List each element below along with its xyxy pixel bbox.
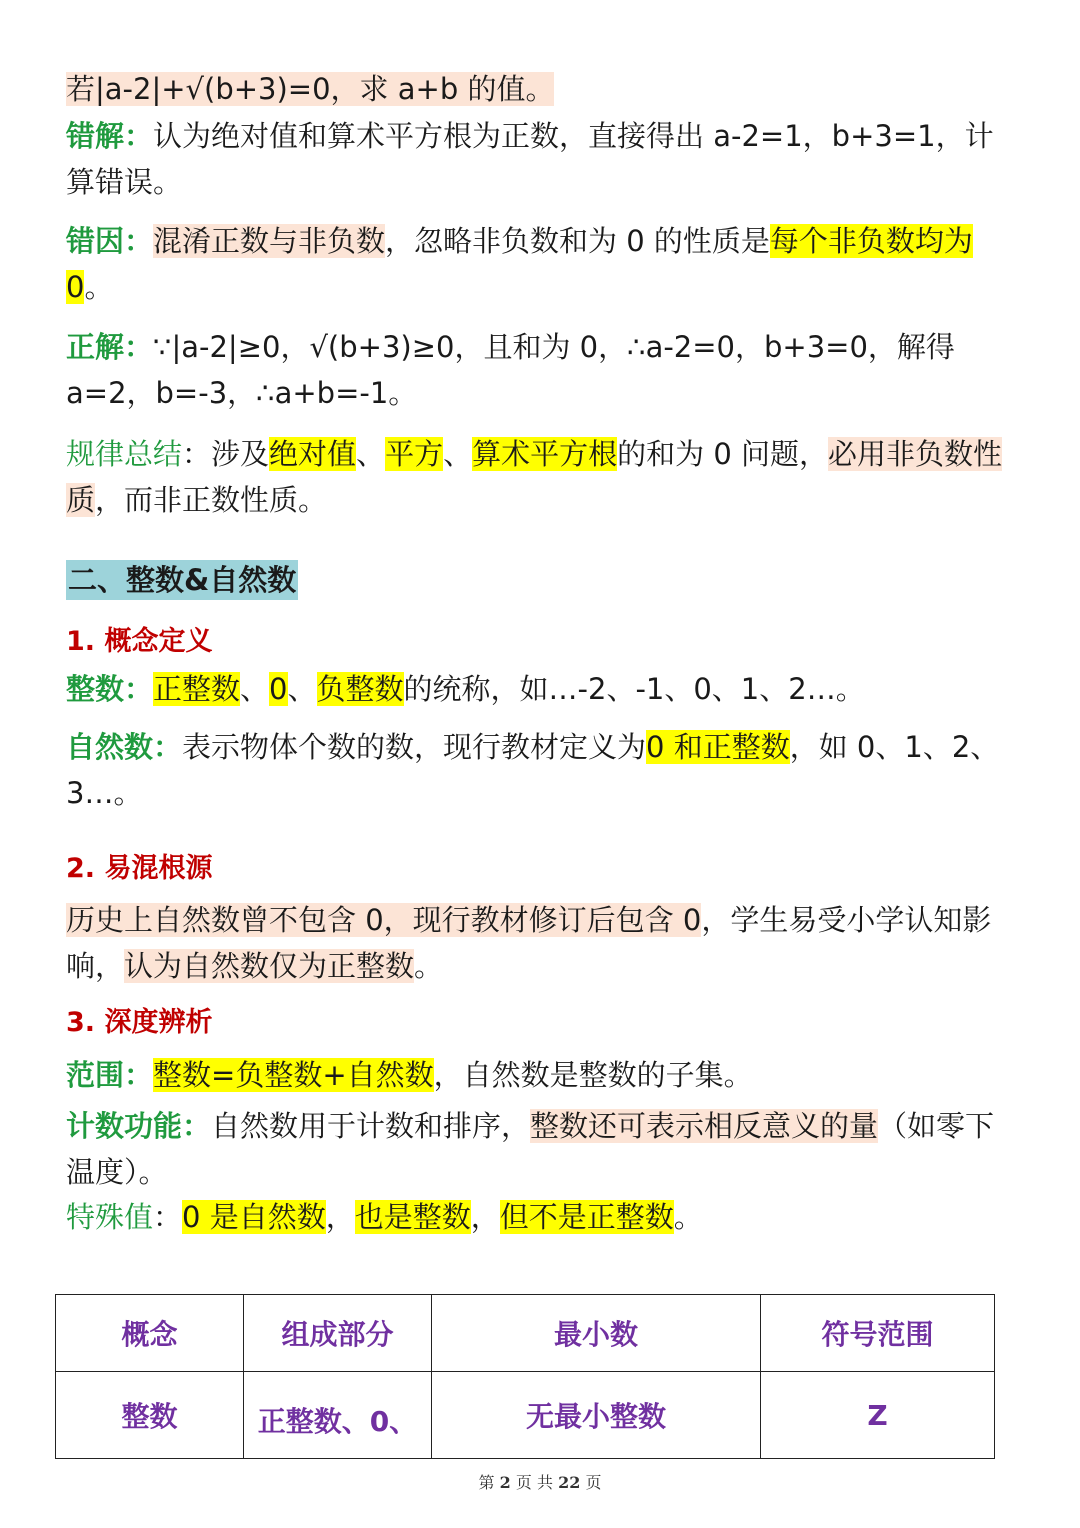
special-highlight-2: 也是整数 (354, 1200, 471, 1234)
integer-label: 整数： (66, 672, 154, 706)
cause-highlight-2: 每个非负数均为 0 (66, 224, 973, 304)
natural-highlight: 0 和正整数 (646, 730, 790, 764)
cause-highlight-1: 混淆正数与非负数 (153, 224, 386, 258)
cause-label: 错因： (66, 224, 154, 258)
range-paragraph (66, 1052, 1018, 1098)
special-highlight-3: 但不是正整数 (499, 1200, 674, 1234)
confusion-text-2: ，学生易受小学认知影响， (66, 903, 992, 983)
subheading-confusion: 2. 易混根源 (66, 853, 213, 884)
table-header-cell: 最小数 (432, 1295, 761, 1372)
table-header-cell: 组成部分 (244, 1295, 432, 1372)
wrong-solution-text: 认为绝对值和算术平方根为正数，直接得出 a-2=1，b+3=1，计算错误。 (66, 119, 994, 199)
special-sep-2: ， (470, 1200, 500, 1234)
integer-sep-2: 、 (287, 672, 317, 706)
count-label: 计数功能： (66, 1109, 212, 1143)
count-highlight: 整数还可表示相反意义的量 (530, 1109, 879, 1143)
rule-mid: 的和为 0 问题， (617, 437, 828, 471)
footer-mid: 页 共 (515, 1473, 553, 1492)
special-end: 。 (673, 1200, 703, 1234)
table-cell: Z (761, 1372, 995, 1459)
correct-label: 正解： (66, 330, 154, 364)
special-label: 特殊值 (66, 1200, 154, 1234)
range-rest: ，自然数是整数的子集。 (433, 1058, 753, 1092)
special-highlight-1: 0 是自然数 (182, 1200, 326, 1234)
footer-page-number: 2 (499, 1473, 511, 1492)
natural-definition (66, 724, 1018, 816)
range-label: 范围： (66, 1058, 154, 1092)
subheading-definition: 1. 概念定义 (66, 626, 213, 657)
footer-total-pages: 22 (558, 1473, 581, 1492)
table-cell: 正整数、0、 (244, 1372, 432, 1459)
section-title: 二、整数&自然数 (66, 560, 298, 600)
special-paragraph (66, 1194, 1018, 1240)
correct-solution (66, 324, 1018, 416)
footer-prefix: 第 (478, 1473, 495, 1492)
natural-text-1: 表示物体个数的数，现行教材定义为 (182, 730, 647, 764)
integer-highlight-3: 负整数 (316, 672, 404, 706)
table-row (56, 1372, 995, 1459)
problem-statement (66, 66, 1018, 112)
confusion-highlight-1: 历史上自然数曾不包含 0，现行教材修订后包含 0 (66, 903, 702, 937)
rule-end: ，而非正数性质。 (95, 483, 328, 517)
table-header-cell: 概念 (56, 1295, 244, 1372)
rule-sep-1: 、 (356, 437, 386, 471)
table-cell: 整数 (56, 1372, 244, 1459)
rule-label: 规律总结 (66, 437, 183, 471)
rule-colon: ：涉及 (182, 437, 270, 471)
rule-highlight-3: 算术平方根 (472, 437, 618, 471)
integer-highlight-1: 正整数 (153, 672, 241, 706)
cause-text-2: ，忽略非负数和为 0 的性质是 (385, 224, 770, 258)
integer-rest: 的统称，如…-2、-1、0、1、2…。 (403, 672, 865, 706)
count-text-2: （如零下温度）。 (66, 1109, 995, 1189)
rule-sep-2: 、 (443, 437, 473, 471)
confusion-highlight-2: 认为自然数仅为正整数 (124, 949, 415, 983)
integer-sep-1: 、 (240, 672, 270, 706)
integer-highlight-2: 0 (269, 672, 288, 706)
cause-text-4: 。 (84, 270, 114, 304)
error-cause (66, 218, 1018, 310)
footer-suffix: 页 (585, 1473, 602, 1492)
rule-highlight-4: 必用非负数性质 (66, 437, 1003, 517)
table-header-row (56, 1295, 995, 1372)
count-paragraph (66, 1103, 1018, 1195)
subheading-analysis: 3. 深度辨析 (66, 1007, 213, 1038)
wrong-solution (66, 113, 1018, 205)
count-text-1: 自然数用于计数和排序， (211, 1109, 531, 1143)
integer-definition (66, 666, 1018, 712)
wrong-solution-label: 错解： (66, 119, 154, 153)
natural-label: 自然数： (66, 730, 183, 764)
natural-text-2: ，如 0、1、2、3…。 (66, 730, 1000, 810)
special-colon: ： (153, 1200, 183, 1234)
special-sep-1: ， (325, 1200, 355, 1234)
confusion-text-4: 。 (414, 949, 444, 983)
rule-summary (66, 431, 1018, 523)
table-cell: 无最小整数 (432, 1372, 761, 1459)
problem-text: 若|a-2|+√(b+3)=0，求 a+b 的值。 (66, 72, 555, 106)
table-header-cell: 符号范围 (761, 1295, 995, 1372)
comparison-table (55, 1294, 995, 1459)
rule-highlight-1: 绝对值 (269, 437, 357, 471)
confusion-paragraph (66, 897, 1018, 989)
correct-text: ∵|a-2|≥0，√(b+3)≥0，且和为 0，∴a-2=0，b+3=0，解得 a=2，b=-3，∴a+b=-1。 (66, 330, 955, 410)
rule-highlight-2: 平方 (385, 437, 444, 471)
range-highlight: 整数=负整数+自然数 (153, 1058, 434, 1092)
page-footer (0, 1470, 1080, 1493)
